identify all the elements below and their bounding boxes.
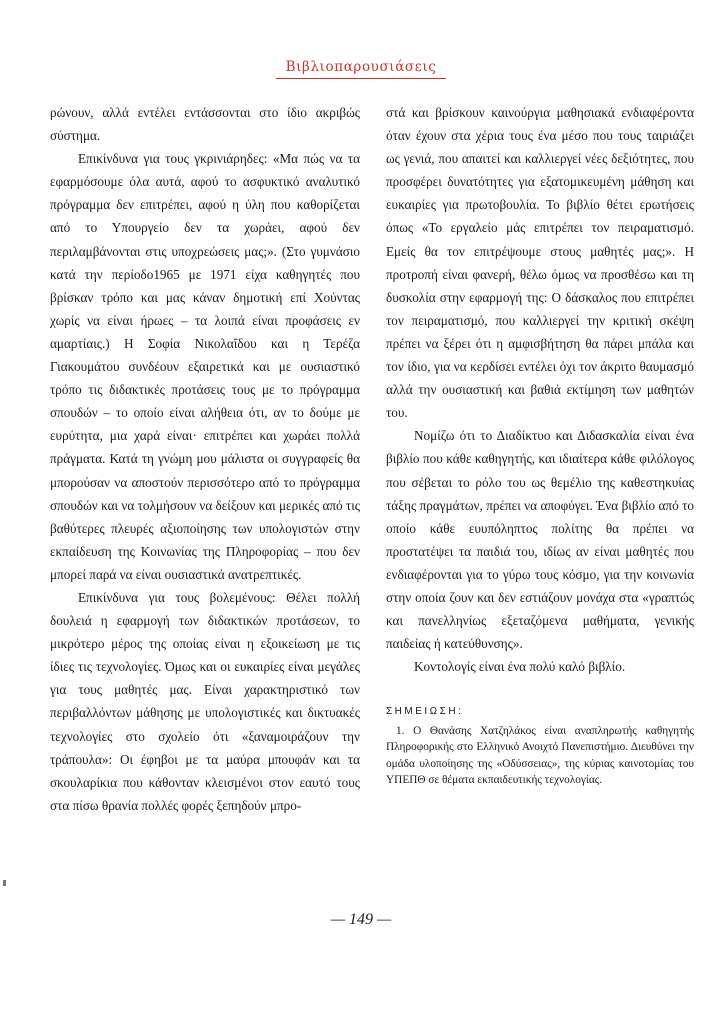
paragraph: ρώνουν, αλλά εντέλει εντάσσονται στο ίδιο ακριβώς σύστημα. — [50, 105, 360, 144]
paragraph: στά και βρίσκουν καινούργια μαθησιακά ενδιαφέροντα όταν έχουν στα χέρια τους ένα μέσο που τους ταιριάζει ως γενιά, που απαιτεί και καλλιεργεί νέες δεξιότητες, που προσφέρει δυνατότητες για εξατομικευμένη μάθηση και ευκαιρίες για πρωτοβουλία. Το βιβλίο θέτει ερωτήσεις όπως «Το εργαλείο μάς επιτρέπει τον πειραματισμό. Εμείς θα τον επιτρέψουμε στους μαθητές μας;». Η προτροπή είναι φανερή, θέλω όμως να προσθέσω και τη δυσκολία στην εφαρμογή της: Ο δάσκαλος που επιτρέπει τον πειραματισμό, που καλλιεργεί την κριτική σκέψη πρέπει να ξέρει ότι η αμφισβήτηση θα πάρει μπάλα και τον ίδιο, για να κερδίσει εντέλει όχι τον άκριτο θαυμασμό αλλά την ουσιαστική και βαθιά εκτίμηση των μαθητών του. — [386, 105, 694, 421]
scan-edge-mark — [3, 880, 6, 886]
footnote-text: 1. Ο Θανάσης Χατζηλάκος είναι αναπληρωτής καθηγητής Πληροφορικής στο Ελληνικό Ανοιχτό Πανεπιστήμιο. Διευθύνει την ομάδα υλοποίησης της «Οδύσσειας», της κύριας καινοτομίας του ΥΠΕΠΘ σε θέματα εκπαιδευτικής τεχνολογίας. — [386, 725, 694, 787]
paragraph: Επικίνδυνα για τους γκρινιάρηδες: «Μα πώς να τα εφαρμόσουμε όλα αυτά, αφού το ασφυκτικό αναλυτικό πρόγραμμα δεν επιτρέπει, αφού η ύλη που καθορίζεται από το Υπουργείο δεν τα χωράει, αφού δεν περιλαμβάνονται στις υποχρεώσεις μας;». (Στο γυμνάσιο κατά την περίοδο1965 με 1971 είχα καθηγητές που βρίσκαν τρόπο και μας κάναν δημοτική επί Χούντας χωρίς να είναι ήρωες – τα λοιπά είναι προφάσεις εν αμαρτίαις.) Η Σοφία Νικολαΐδου και η Τερέζα Γιακουμάτου συνδέουν εξαιρετικά και με ουσιαστικό τρόπο τις διδακτικές προτάσεις τους με το πρόγραμμα σπουδών – το οποίο είναι αλήθεια ότι, αν το δούμε με ευρύτητα, μια χαρά είναι· επιτρέπει και χωράει πολλά πράγματα. Κατά τη γνώμη μου μάλιστα οι συγγραφείς θα μπορούσαν να αποστούν περισσότερο από το πρόγραμμα σπουδών και να τολμήσουν να δείξουν και μερικές από τις βαθύτερες πλευρές αξιοποίησης των υπολογιστών στην εκπαίδευση της Κοινωνίας της Πληροφορίας – που δεν μπορεί παρά να είναι ουσιαστικά ανατρεπτικές. — [50, 151, 360, 582]
running-header — [0, 58, 722, 79]
paragraph: Κοντολογίς είναι ένα πολύ καλό βιβλίο. — [414, 659, 626, 675]
paragraph: Επικίνδυνα για τους βολεμένους: Θέλει πολλή δουλειά η εφαρμογή των διδακτικών προτάσεων, το μικρότερο μέρος της οποίας είναι η εξοικείωση με τις ίδιες τις τεχνολογίες. Όμως και οι ευκαιρίες είναι μεγάλες για τους μαθητές μας. Είναι χαρακτηριστικό των περιβαλλόντων μάθησης με υπολογιστικές και δικτυακές τεχνολογίες στο σχολείο ότι «ξαναμοιράζουν την τράπουλα»: Οι έφηβοι με τα μαύρα μπουφάν και τα σκουλαρίκια που κάθονταν κλεισμένοι στον εαυτό τους στα πίσω θρανία πολλές φορές ξεπηδούν μπρο- — [50, 589, 360, 813]
page-number: — 149 — — [330, 911, 392, 928]
right-column — [386, 101, 694, 678]
footnote-block — [386, 706, 694, 789]
paragraph: Νομίζω ότι το Διαδίκτυο και Διδασκαλία είναι ένα βιβλίο που κάθε καθηγητής, και ιδιαίτερα κάθε φιλόλογος που σέβεται το ρόλο του ως θεμέλιο της καθεστηκυίας τάξης πραγμάτων, πρέπει να αποφύγει. Ένα βιβλίο από το οποίο κάθε ευυπόληπτος πολίτης θα πρέπει να προστατέψει τα παιδιά του, ιδίως αν είναι μαθητές που ενδιαφέρονται για το γύρω τους κόσμο, για την κοινωνία στην οποία ζουν και δεν εστιάζουν μονάχα στα «γραπτώς και πανελληνίως εξεταζόμενα μαθήματα, γενικής παιδείας ή κατεύθυνσης». — [386, 428, 694, 652]
section-title: Βιβλιοπαρουσιάσεις — [276, 59, 447, 79]
left-column — [50, 101, 360, 817]
footnote-heading: ΣΗΜΕΙΩΣΗ: — [386, 706, 464, 717]
